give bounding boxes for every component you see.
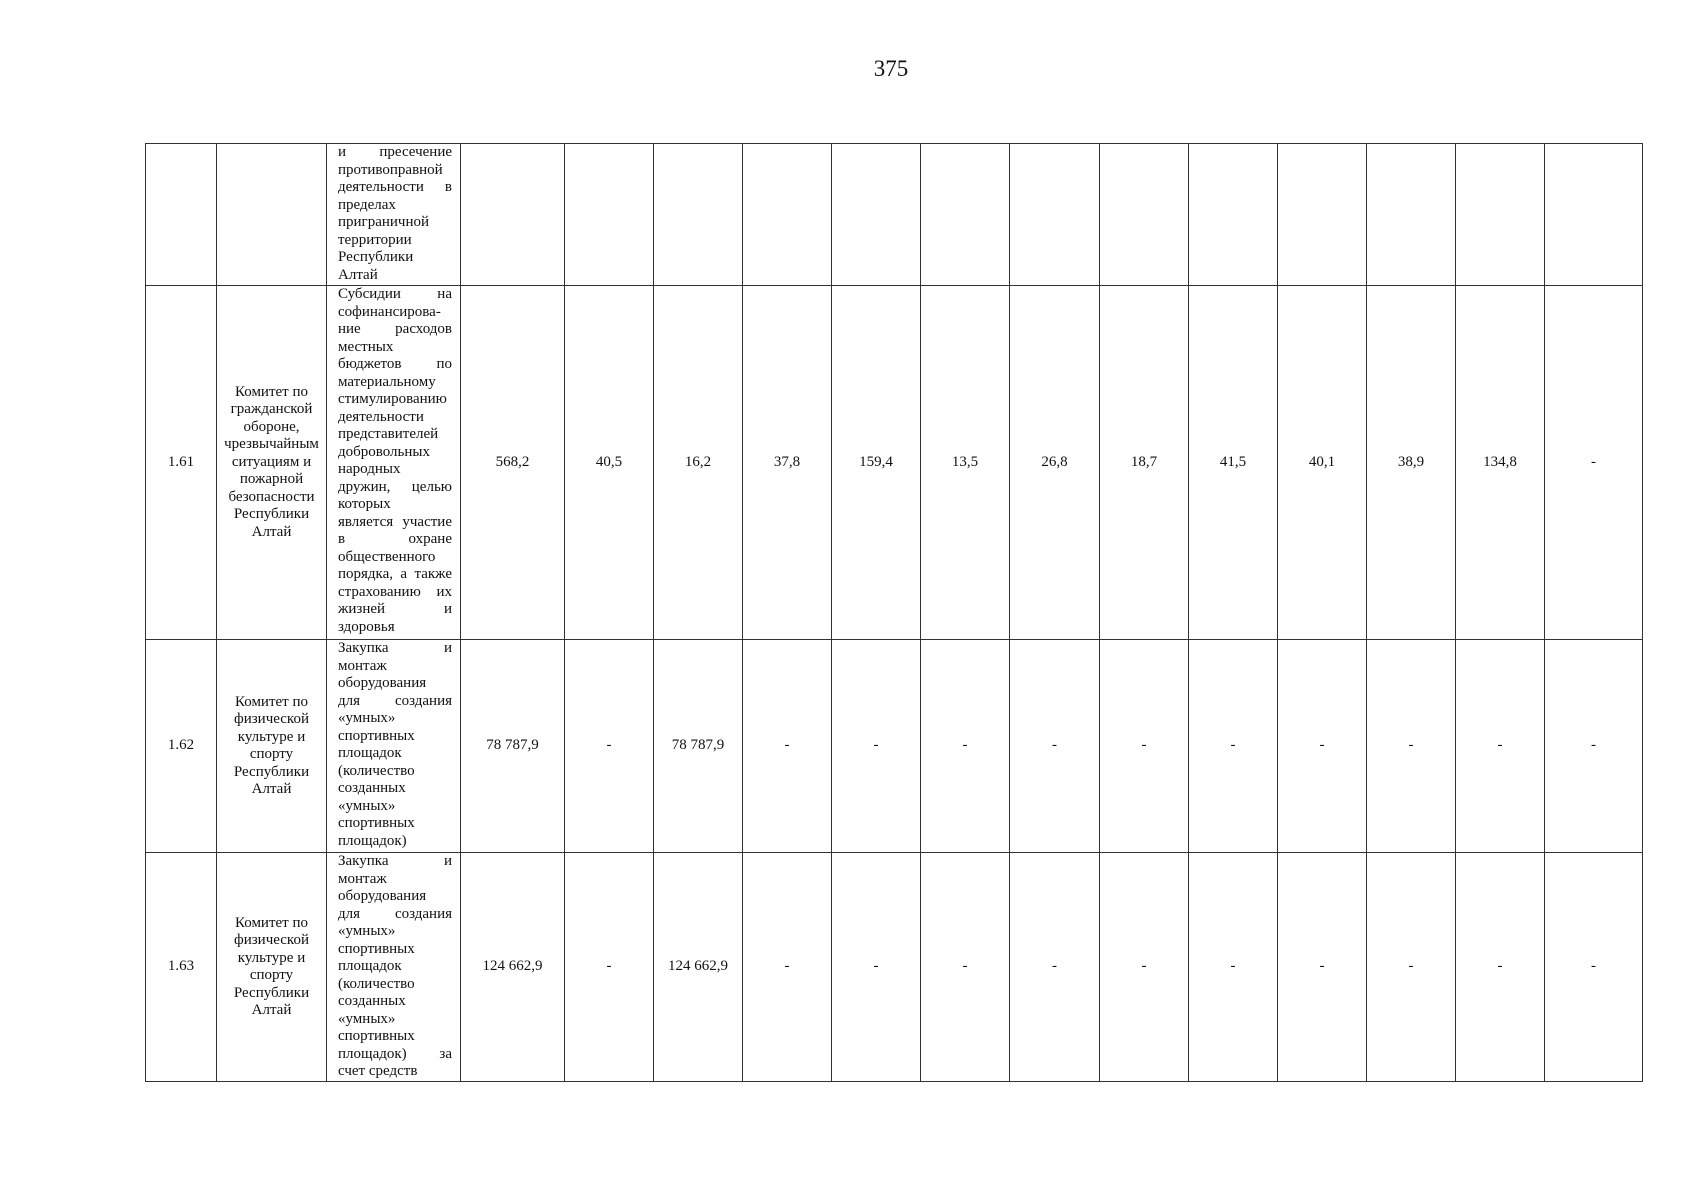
value-cell — [1545, 144, 1643, 286]
description-line: оборудования — [338, 888, 427, 904]
value-cell — [1278, 144, 1367, 286]
activity-description-cell — [327, 640, 461, 853]
activity-description-cell — [327, 286, 461, 640]
value-cell: 41,5 — [1189, 286, 1278, 640]
value-cell: 40,1 — [1278, 286, 1367, 640]
description-line: пределах — [338, 196, 396, 213]
value-cell: - — [1456, 853, 1545, 1082]
description-line: счет средств — [338, 1063, 418, 1079]
description-line: Закупка и — [338, 853, 452, 869]
description-line: «умных» — [338, 710, 396, 726]
description-line: порядка, а также — [338, 566, 452, 582]
value-cell: - — [1545, 640, 1643, 853]
description-line: жизней и — [338, 601, 452, 617]
value-cell: - — [1010, 640, 1100, 853]
description-line: монтаж — [338, 870, 387, 887]
description-line: и пресечение — [338, 144, 452, 160]
value-cell — [1189, 144, 1278, 286]
table-row — [146, 286, 1643, 640]
value-cell: 134,8 — [1456, 286, 1545, 640]
value-cell: - — [565, 853, 654, 1082]
value-cell: 124 662,9 — [461, 853, 565, 1082]
description-line: Алтай — [338, 266, 378, 283]
row-number-cell: 1.62 — [146, 640, 217, 853]
value-cell: - — [1545, 853, 1643, 1082]
description-line: монтаж — [338, 657, 387, 674]
value-cell: 124 662,9 — [654, 853, 743, 1082]
budget-table — [145, 143, 1643, 1082]
value-cell: - — [565, 640, 654, 853]
description-line: (количество — [338, 975, 415, 992]
value-cell: 16,2 — [654, 286, 743, 640]
value-cell: 568,2 — [461, 286, 565, 640]
value-cell: 159,4 — [832, 286, 921, 640]
value-cell: - — [1189, 853, 1278, 1082]
value-cell: 78 787,9 — [461, 640, 565, 853]
description-line: общественного — [338, 548, 436, 565]
responsible-org-cell — [217, 144, 327, 286]
description-line: в охране — [338, 531, 452, 547]
value-cell: 37,8 — [743, 286, 832, 640]
description-line: ние расходов — [338, 321, 452, 337]
value-cell: - — [1367, 853, 1456, 1082]
description-line: площадок) за — [338, 1045, 452, 1062]
description-line: «умных» — [338, 923, 396, 939]
value-cell: - — [1545, 286, 1643, 640]
value-cell: - — [1456, 640, 1545, 853]
table-row — [146, 853, 1643, 1082]
description-line: местных — [338, 338, 394, 355]
value-cell: - — [1189, 640, 1278, 853]
value-cell: - — [1278, 640, 1367, 853]
description-line: добровольных — [338, 443, 430, 460]
value-cell: - — [743, 640, 832, 853]
value-cell — [565, 144, 654, 286]
value-cell — [1367, 144, 1456, 286]
responsible-org-cell: Комитет по физической культуре и спорту Республики Алтай — [217, 640, 327, 853]
value-cell: - — [743, 853, 832, 1082]
description-line: приграничной — [338, 214, 430, 230]
value-cell: 13,5 — [921, 286, 1010, 640]
description-line: деятельности — [338, 408, 424, 425]
description-line: которых — [338, 496, 391, 512]
description-line: созданных — [338, 993, 406, 1009]
value-cell — [654, 144, 743, 286]
description-line: Субсидии на — [338, 286, 452, 302]
description-line: Закупка и — [338, 640, 452, 656]
value-cell — [1456, 144, 1545, 286]
description-line: для создания — [338, 905, 452, 922]
description-line: народных — [338, 461, 401, 477]
value-cell: - — [832, 640, 921, 853]
responsible-org-cell: Комитет по физической культуре и спорту Республики Алтай — [217, 853, 327, 1082]
value-cell: 18,7 — [1100, 286, 1189, 640]
description-line: здоровья — [338, 618, 395, 635]
value-cell: - — [1367, 640, 1456, 853]
value-cell: - — [921, 640, 1010, 853]
value-cell: 26,8 — [1010, 286, 1100, 640]
value-cell: 78 787,9 — [654, 640, 743, 853]
row-number-cell — [146, 144, 217, 286]
description-line: для создания — [338, 692, 452, 709]
description-line: оборудования — [338, 675, 427, 691]
value-cell — [743, 144, 832, 286]
row-number-cell: 1.61 — [146, 286, 217, 640]
value-cell — [461, 144, 565, 286]
table-row — [146, 640, 1643, 853]
responsible-org-cell: Комитет по гражданской обороне, чрезвычайным ситуациям и пожарной безопасности Республики Алтай — [217, 286, 327, 640]
description-line: софинансирова- — [338, 303, 441, 320]
description-line: площадок — [338, 745, 402, 761]
description-line: бюджетов по — [338, 356, 452, 372]
description-line: является участие — [338, 513, 452, 530]
description-line: спортивных — [338, 727, 415, 744]
description-line: территории — [338, 231, 412, 248]
value-cell: 38,9 — [1367, 286, 1456, 640]
description-line: страхованию их — [338, 583, 452, 600]
value-cell — [1100, 144, 1189, 286]
value-cell: - — [1100, 640, 1189, 853]
value-cell: - — [832, 853, 921, 1082]
value-cell: - — [1100, 853, 1189, 1082]
description-line: созданных — [338, 780, 406, 796]
description-line: спортивных — [338, 815, 415, 831]
description-line: противоправной — [338, 161, 443, 178]
description-line: спортивных — [338, 940, 415, 957]
description-line: (количество — [338, 762, 415, 779]
description-line: площадок) — [338, 832, 407, 849]
description-line: представителей — [338, 426, 439, 442]
value-cell: - — [1278, 853, 1367, 1082]
description-line: площадок — [338, 958, 402, 974]
activity-description-cell — [327, 144, 461, 286]
value-cell — [832, 144, 921, 286]
row-number-cell: 1.63 — [146, 853, 217, 1082]
description-line: стимулированию — [338, 391, 447, 407]
value-cell: - — [921, 853, 1010, 1082]
description-line: материальному — [338, 373, 436, 390]
description-line: Республики — [338, 249, 414, 265]
value-cell: 40,5 — [565, 286, 654, 640]
page-number: 375 — [873, 56, 909, 81]
description-line: дружин, целью — [338, 478, 452, 495]
description-line: деятельности в — [338, 179, 452, 195]
description-line: спортивных — [338, 1028, 415, 1044]
activity-description-cell — [327, 853, 461, 1082]
value-cell: - — [1010, 853, 1100, 1082]
value-cell — [921, 144, 1010, 286]
description-line: «умных» — [338, 797, 396, 814]
table-row — [146, 144, 1643, 286]
description-line: «умных» — [338, 1010, 396, 1027]
value-cell — [1010, 144, 1100, 286]
